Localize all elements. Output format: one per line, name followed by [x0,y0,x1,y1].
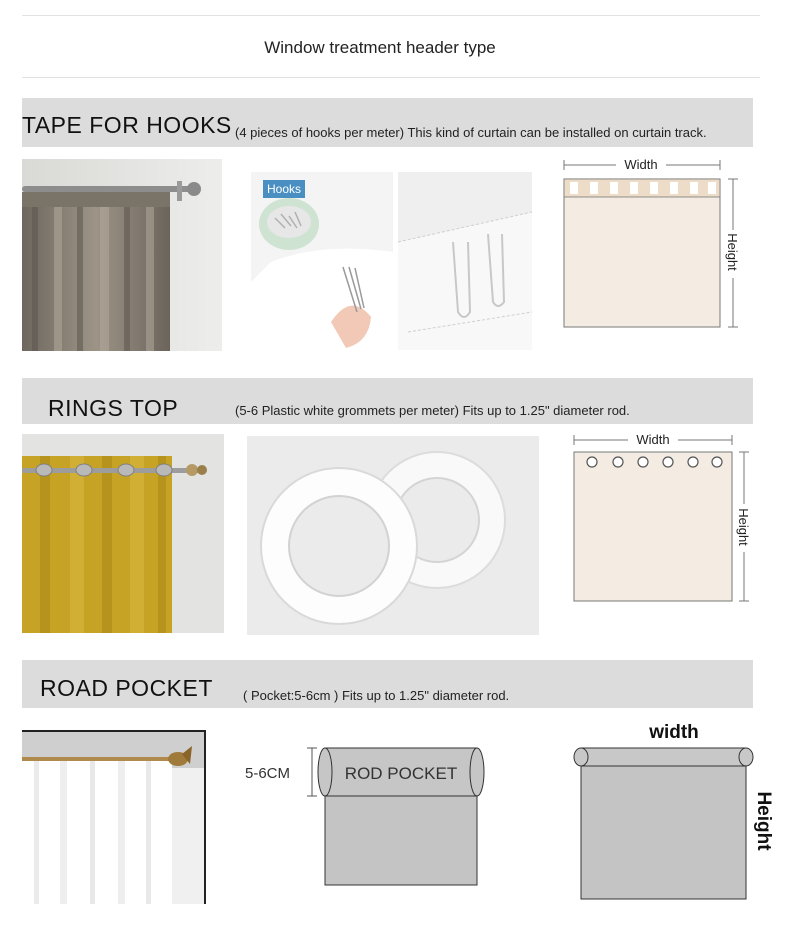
section-title: RINGS TOP [48,395,179,421]
rod-pocket-diagram [240,740,490,890]
page-title: Window treatment header type [264,38,496,57]
rings-size-diagram [566,430,756,610]
section-note: ( Pocket:5-6cm ) Fits up to 1.25" diameter rod. [243,688,510,703]
hooks-badge: Hooks [263,180,305,198]
section-note: (4 pieces of hooks per meter) This kind of curtain can be installed on curtain track. [235,125,707,140]
pleated-curtain-photo [22,159,222,351]
plastic-grommets-photo [247,436,539,635]
hooks-size-diagram [556,155,746,335]
section-title: ROAD POCKET [40,675,213,701]
top-divider [22,15,760,16]
rod-pocket-label: ROD POCKET [344,764,458,783]
road-pocket-size-diagram [570,716,780,906]
width-label: Width [624,157,658,172]
rod-pocket-curtain-photo [22,730,206,904]
hooks-closeup-photo [251,172,393,350]
height-label: Height [725,233,740,271]
grommet-curtain-photo [22,434,224,633]
section-note: (5-6 Plastic white grommets per meter) Fits up to 1.25" diameter rod. [235,403,630,418]
tape-closeup-photo [398,172,532,350]
width-label: width [649,722,699,743]
width-label: Width [636,432,670,447]
height-label: Height [736,508,751,546]
title-divider [22,77,760,78]
pocket-size-label: 5-6CM [245,765,291,782]
height-label: Height [753,791,774,851]
section-title: TAPE FOR HOOKS [22,112,232,138]
